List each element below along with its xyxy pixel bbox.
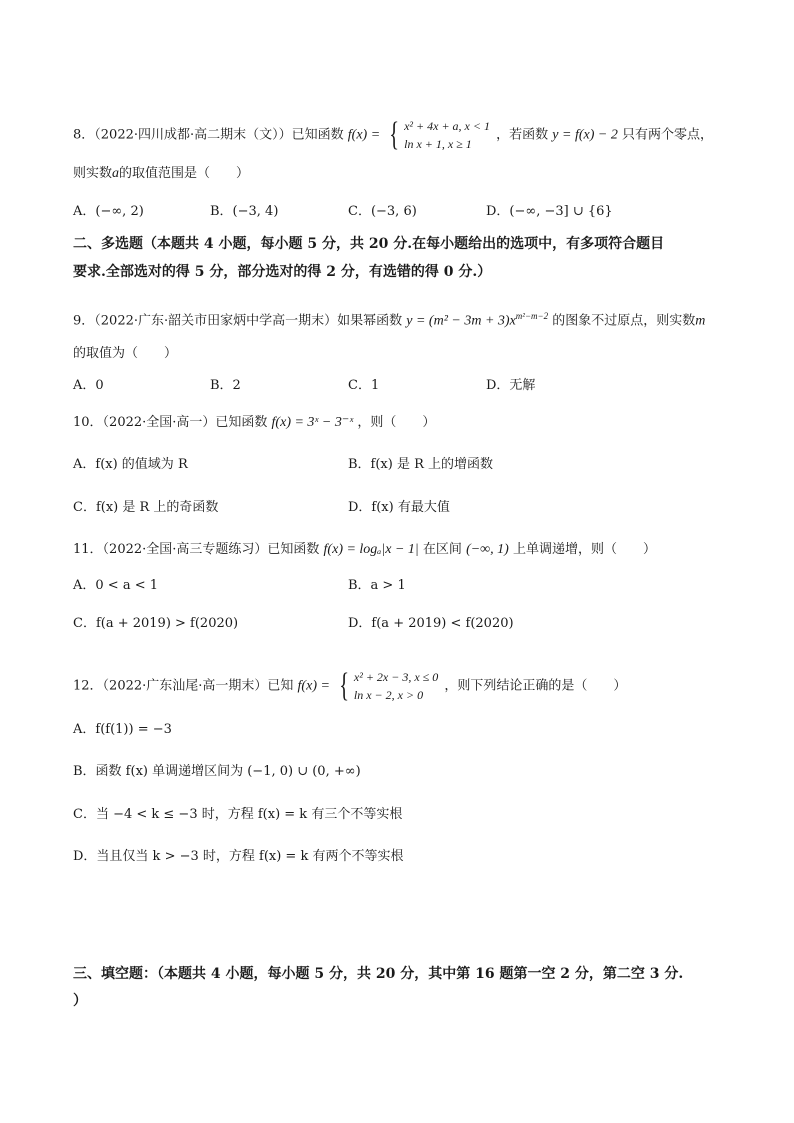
q10-prefix: 10．（2022·全国·高一）已知函数 bbox=[73, 415, 268, 430]
q12-option-d: D．当且仅当 k > −3 时，方程 f(x) = k 有两个不等实根 bbox=[73, 849, 404, 864]
q12-suffix: ，则下列结论正确的是（ ） bbox=[444, 678, 627, 694]
q10-stem bbox=[73, 414, 435, 432]
q8-option-c: C．(−3, 6) bbox=[348, 204, 417, 219]
section3-heading-line2: ） bbox=[73, 993, 87, 1009]
q9-stem-line2: 的取值为（ ） bbox=[73, 346, 178, 361]
q9-option-a: A．0 bbox=[73, 378, 104, 393]
q9-option-b: B．2 bbox=[210, 378, 241, 393]
q8-option-d: D．(−∞, −3] ∪ {6} bbox=[486, 204, 613, 219]
q10-suffix: ，则（ ） bbox=[357, 415, 436, 430]
q12-piecewise bbox=[336, 668, 438, 704]
q11-option-b: B．a > 1 bbox=[348, 578, 406, 593]
q9-exponent: m²−m−2 bbox=[515, 311, 549, 321]
q12-fx: f(x) = bbox=[297, 678, 330, 694]
q10-option-a: A．f(x) 的值域为 R bbox=[73, 457, 188, 472]
q11-suffix: 上单调递增，则（ ） bbox=[512, 542, 656, 557]
q11-option-a: A．0 < a < 1 bbox=[73, 578, 158, 593]
q8-piecewise bbox=[386, 117, 490, 153]
q11-prefix: 11．（2022·全国·高三专题练习）已知函数 bbox=[73, 542, 320, 557]
q12-stem bbox=[73, 668, 626, 704]
q12-option-b: B．函数 f(x) 单调递增区间为 (−1, 0) ∪ (0, +∞) bbox=[73, 764, 361, 779]
q11-option-c: C．f(a + 2019) > f(2020) bbox=[73, 616, 239, 631]
q8-option-b: B．(−3, 4) bbox=[210, 204, 279, 219]
q12-case2: ln x − 2, x > 0 bbox=[353, 688, 424, 702]
q12-case1: x² + 2x − 3, x ≤ 0 bbox=[353, 670, 439, 684]
q9-prefix: 9．（2022·广东·韶关市田家炳中学高一期末）如果幂函数 bbox=[73, 313, 403, 329]
q10-expr: f(x) = 3ˣ − 3⁻ˣ bbox=[271, 415, 354, 430]
q12-option-a: A．f(f(1)) = −3 bbox=[73, 722, 172, 737]
section2-heading-line2: 要求.全部选对的得 5 分，部分选对的得 2 分，有选错的得 0 分.） bbox=[73, 264, 492, 280]
section3-heading-line1: 三、填空题：（本题共 4 小题，每小题 5 分，共 20 分，其中第 16 题第一空 2 分，第二空 3 分. bbox=[73, 966, 684, 982]
q12-prefix: 12．（2022·广东汕尾·高一期末）已知 bbox=[73, 678, 294, 694]
q10-option-c: C．f(x) 是 R 上的奇函数 bbox=[73, 500, 219, 515]
q8-line2b: 的取值范围是（ ） bbox=[119, 166, 250, 181]
q8-case1: x² + 4x + a, x < 1 bbox=[404, 119, 490, 133]
q8-option-a: A．(−∞, 2) bbox=[73, 204, 144, 219]
q12-brace: { bbox=[339, 667, 350, 704]
q8-brace: { bbox=[389, 116, 400, 153]
q9-option-d: D．无解 bbox=[486, 378, 536, 393]
q8-fx: f(x) = bbox=[347, 127, 381, 143]
q8-stem-line2 bbox=[73, 165, 249, 183]
q9-option-c: C．1 bbox=[348, 378, 380, 393]
section2-heading-line1: 二、多选题（本题共 4 小题，每小题 5 分，共 20 分.在每小题给出的选项中，有多项符合题目 bbox=[73, 236, 665, 252]
q8-var: a bbox=[112, 166, 120, 181]
q8-stem bbox=[73, 117, 713, 153]
q9-suffix: 的图象不过原点，则实数 bbox=[552, 313, 696, 329]
q11-stem bbox=[73, 541, 656, 559]
q8-tail: 只有两个零点， bbox=[621, 127, 713, 143]
q10-option-d: D．f(x) 有最大值 bbox=[348, 500, 450, 515]
q11-interval: (−∞, 1) bbox=[466, 542, 509, 557]
q8-suffix: ，若函数 bbox=[496, 127, 549, 143]
q9-stem bbox=[73, 307, 705, 330]
q11-expr: f(x) = logₐ|x − 1| bbox=[323, 542, 419, 557]
q12-option-c: C．当 −4 < k ≤ −3 时，方程 f(x) = k 有三个不等实根 bbox=[73, 807, 403, 822]
q8-case2: ln x + 1, x ≥ 1 bbox=[404, 137, 472, 151]
q8-yexpr: y = f(x) − 2 bbox=[552, 127, 618, 143]
q8-line2a: 则实数 bbox=[73, 166, 113, 181]
q9-var: m bbox=[695, 313, 706, 329]
q11-option-d: D．f(a + 2019) < f(2020) bbox=[348, 616, 514, 631]
q11-mid: 在区间 bbox=[422, 542, 462, 557]
q10-option-b: B．f(x) 是 R 上的增函数 bbox=[348, 457, 494, 472]
q9-expr: y = (m² − 3m + 3)x bbox=[406, 313, 516, 329]
q8-prefix: 8．（2022·四川成都·高二期末（文））已知函数 bbox=[73, 127, 344, 143]
